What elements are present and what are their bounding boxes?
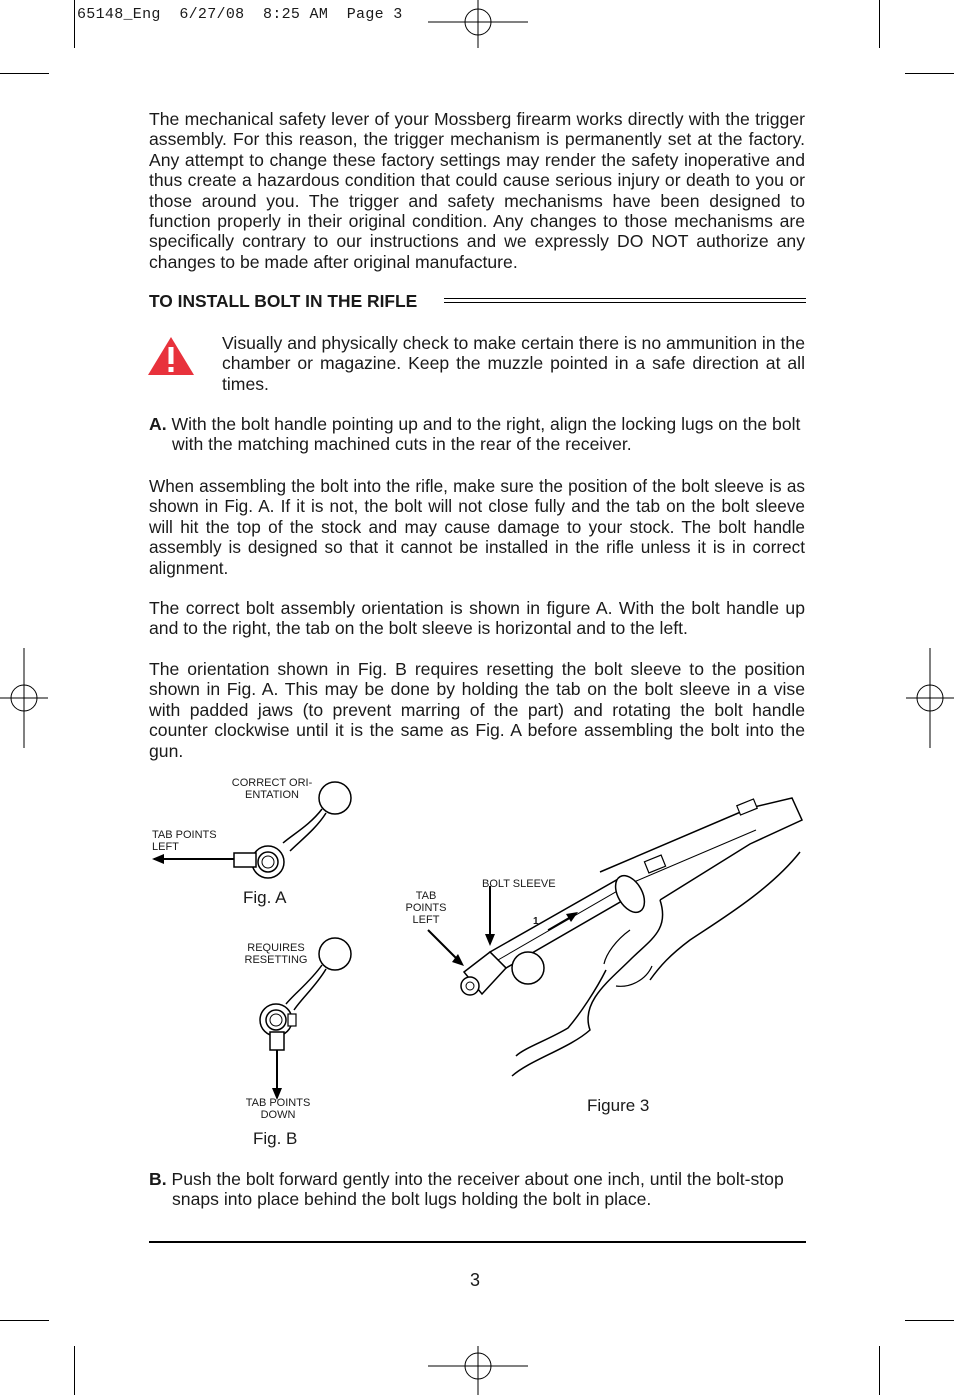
step-b-marker: B.: [149, 1169, 167, 1189]
registration-mark-left: [0, 648, 48, 748]
step-b-text: Push the bolt forward gently into the receiver about one inch, until the bolt-stop snaps into place behind the bolt lugs holding the bolt in place.: [171, 1169, 784, 1210]
figure-3-label-bolt-sleeve: BOLT SLEEVE: [482, 878, 556, 890]
figure-3-caption: Figure 3: [587, 1096, 650, 1115]
step-b: [149, 1169, 805, 1210]
resetting-paragraph: The orientation shown in Fig. B requires resetting the bolt sleeve to the position shown in Fig. A. This may be done by holding the tab on the bolt sleeve in a vise with padded jaws (to prevent marring of the part) and rotating the bolt handle counter clockwise until it is the same as Fig. A before assembling the bolt into the gun.: [149, 659, 805, 761]
figure-3-rifle-drawing: [420, 790, 810, 1090]
fig-a-caption: Fig. A: [243, 888, 287, 907]
section-heading: TO INSTALL BOLT IN THE RIFLE: [149, 291, 418, 311]
step-a: [149, 414, 805, 455]
fig-b-caption: Fig. B: [253, 1129, 298, 1148]
registration-mark-right: [906, 648, 954, 748]
warning-icon: [147, 336, 195, 376]
intro-paragraph: The mechanical safety lever of your Mossberg firearm works directly with the trigger assembly. For this reason, the trigger mechanism is permanently set at the factory. Any attempt to change these factory settings may render the safety inoperative and thus create a hazardous condition that could cause serious injury or death to you or those around you. The trigger and safety mechanisms have been designed to function properly in their original condition. Any changes to those mechanisms are specifically contrary to our instructions and we expressly DO NOT authorize any changes to be made after original manufacture.: [149, 109, 805, 272]
step-a-text: With the bolt handle pointing up and to the right, align the locking lugs on the bolt with the matching machined cuts in the rear of the receiver.: [171, 414, 801, 455]
registration-mark-top: [428, 0, 528, 48]
warning-text: Visually and physically check to make certain there is no ammunition in the chamber or magazine. Keep the muzzle pointed in a safe direction at all times.: [222, 333, 805, 394]
fig-a-label-correct-orientation: CORRECT ORI- ENTATION: [231, 777, 313, 801]
assembling-paragraph: When assembling the bolt into the rifle, make sure the position of the bolt sleeve is as shown in Fig. A. If it is not, the bolt will not close fully and the tab on the bolt sleeve will hit the top of the stock and may cause damage to your stock. The bolt handle assembly is designed so that it cannot be installed in the rifle unless it is in correct alignment.: [149, 476, 805, 578]
fig-b-label-requires-resetting: REQUIRES RESETTING: [244, 942, 308, 966]
fig-b-label-tab-points-down: TAB POINTS DOWN: [245, 1097, 311, 1121]
page-number: 3: [470, 1270, 481, 1290]
print-slug: 65148_Eng 6/27/08 8:25 AM Page 3: [77, 6, 403, 23]
fig-a-label-tab-points-left: TAB POINTS LEFT: [152, 829, 217, 853]
orientation-paragraph: The correct bolt assembly orientation is shown in figure A. With the bolt handle up and to the right, the tab on the bolt sleeve is horizontal and to the left.: [149, 598, 805, 639]
figure-3-arrow-number: 1: [533, 916, 539, 927]
step-a-marker: A.: [149, 414, 167, 434]
bottom-rule: [149, 1241, 806, 1243]
heading-double-rule: [444, 298, 806, 303]
registration-mark-bottom: [428, 1346, 528, 1395]
figure-3-label-tab-points-left: TAB POINTS LEFT: [405, 890, 447, 926]
fig-a-bolt-drawing: [150, 775, 360, 885]
fig-b-bolt-drawing: [230, 932, 360, 1102]
